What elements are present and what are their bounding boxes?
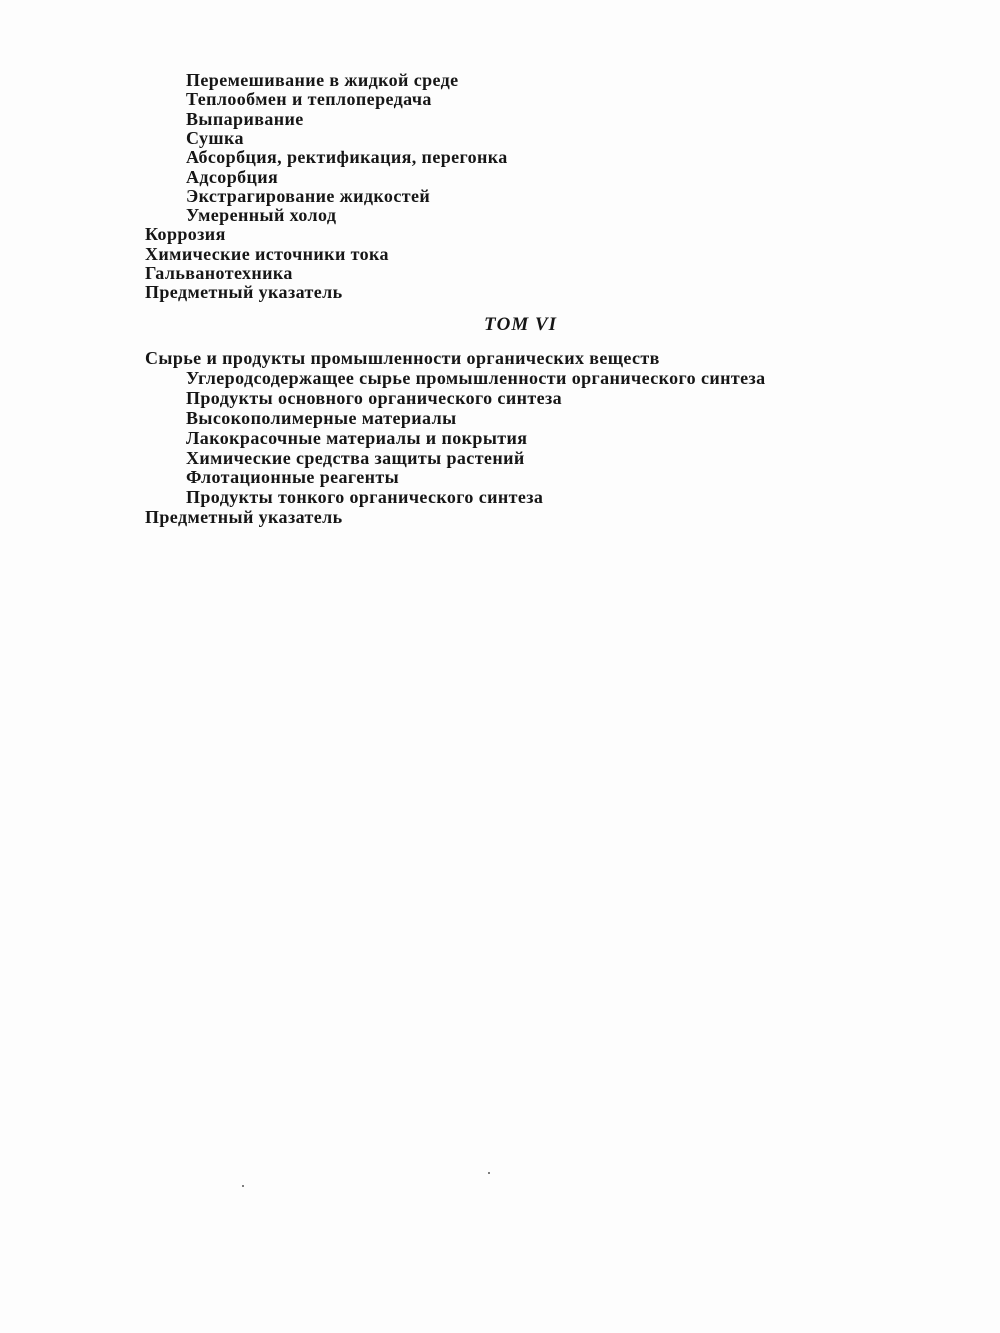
toc-subentry: Углеродсодержащее сырье промышленности органического синтеза	[186, 367, 766, 388]
toc-subentry: Адсорбция	[186, 166, 279, 187]
toc-entry: Коррозия	[145, 224, 226, 245]
toc-subentry: Химические средства защиты растений	[186, 447, 525, 468]
volume-heading: ТОМ VI	[484, 314, 558, 335]
toc-subentry: Умеренный холод	[186, 205, 337, 226]
toc-subentry: Лакокрасочные материалы и покрытия	[186, 427, 528, 448]
toc-subentry: Высокополимерные материалы	[186, 407, 457, 428]
toc-subentry: Экстрагирование жидкостей	[186, 185, 431, 206]
toc-subentry: Флотационные реагенты	[186, 467, 400, 488]
toc-entry: Предметный указатель	[145, 282, 343, 303]
scan-speck	[488, 1172, 490, 1174]
toc-subentry: Сушка	[186, 127, 244, 148]
toc-entry: Сырье и продукты промышленности органических веществ	[145, 348, 660, 368]
toc-subentry: Продукты основного органического синтеза	[186, 387, 563, 408]
toc-subentry: Продукты тонкого органического синтеза	[186, 487, 544, 508]
toc-subentry: Теплообмен и теплопередача	[186, 89, 432, 110]
scan-speck	[242, 1185, 244, 1187]
toc-entry: Гальванотехника	[145, 263, 293, 283]
toc-subentry: Абсорбция, ректификация, перегонка	[186, 147, 508, 168]
toc-subentry: Перемешивание в жидкой среде	[186, 70, 459, 90]
toc-entry: Химические источники тока	[145, 243, 389, 264]
toc-entry: Предметный указатель	[145, 507, 343, 528]
toc-subentry: Выпаривание	[186, 108, 304, 129]
